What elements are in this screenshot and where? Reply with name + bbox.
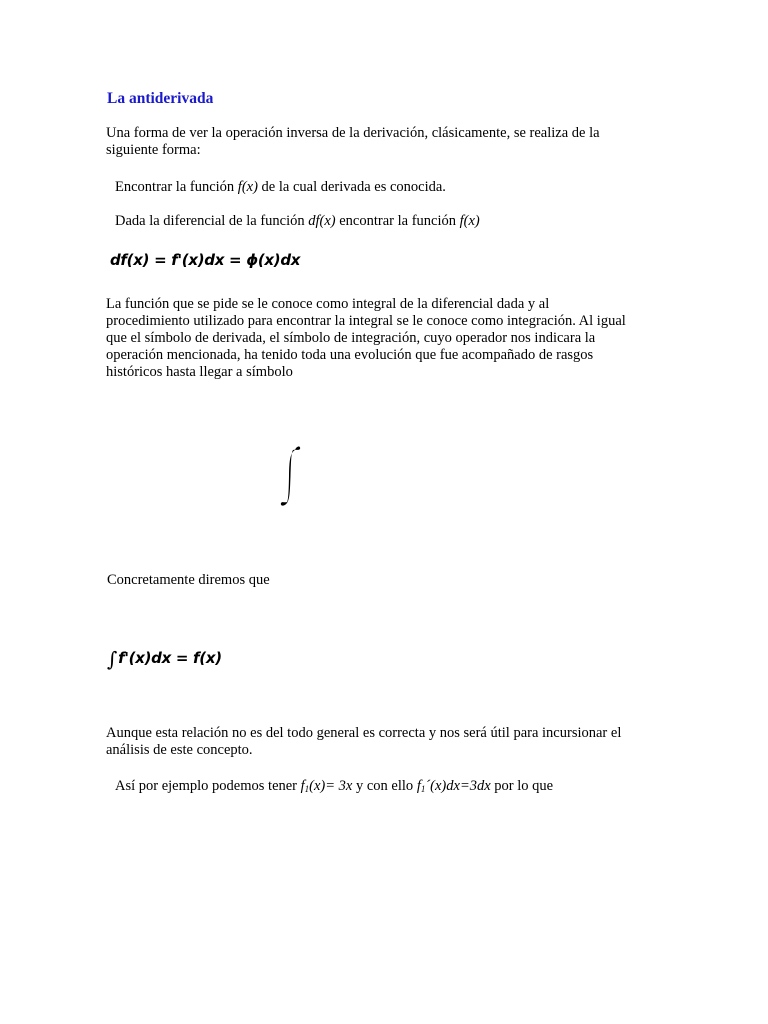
para3-line-1: Aunque esta relación no es del todo general es correcta y nos será útil para incursionar el (106, 725, 622, 741)
equation-integral-body: f'(x)dx = f(x) (118, 649, 222, 667)
item1-var: f(x) (237, 179, 258, 195)
example-mid: y con ello (352, 778, 417, 794)
para2-line-1: La función que se pide se le conoce como integral de la diferencial dada y al (106, 296, 550, 312)
para2-line-4: operación mencionada, ha tenido toda una evolución que fue acompañado de rasgos (106, 347, 594, 363)
example-line (115, 778, 553, 798)
para2-line-2: procedimiento utilizado para encontrar la integral se le conoce como integración. Al igual (106, 313, 626, 329)
item-find-function (115, 179, 446, 196)
para2-line-5: históricos hasta llegar a símbolo (106, 364, 293, 380)
intro-paragraph (106, 125, 666, 159)
item2-var2: f(x) (459, 213, 480, 229)
intro-line-1: Una forma de ver la operación inversa de la derivación, clásicamente, se realiza de la (106, 125, 600, 141)
integral-sign: ∫ (107, 647, 118, 671)
item2-pre: Dada la diferencial de la función (115, 213, 309, 229)
integral-symbol-icon (278, 444, 302, 508)
item1-pre: Encontrar la función (115, 179, 238, 195)
concretely-text: Concretamente diremos que (107, 572, 270, 588)
example-pre: Así por ejemplo podemos tener (115, 778, 301, 794)
item2-var1: df(x) (308, 213, 336, 229)
item-given-differential (115, 213, 480, 230)
equation-differential: df(x) = f'(x)dx = ϕ(x)dx (110, 251, 301, 269)
equation-integral (107, 647, 222, 671)
example-f1-prime: $f_1´(x)dx=3dx$ (416, 778, 491, 794)
page-title: La antiderivada (107, 90, 214, 107)
example-post: por lo que (490, 778, 554, 794)
para2-line-3: que el símbolo de derivada, el símbolo de integración, cuyo operador nos indicara la (106, 330, 596, 346)
example-f1: $f_1(x)= 3x$ (300, 778, 353, 794)
integral-explanation-paragraph (106, 296, 666, 381)
para3-line-2: análisis de este concepto. (106, 742, 253, 758)
item2-mid: encontrar la función (335, 213, 460, 229)
relation-paragraph (106, 725, 666, 759)
item1-post: de la cual derivada es conocida. (257, 179, 446, 195)
intro-line-2: siguiente forma: (106, 142, 201, 158)
